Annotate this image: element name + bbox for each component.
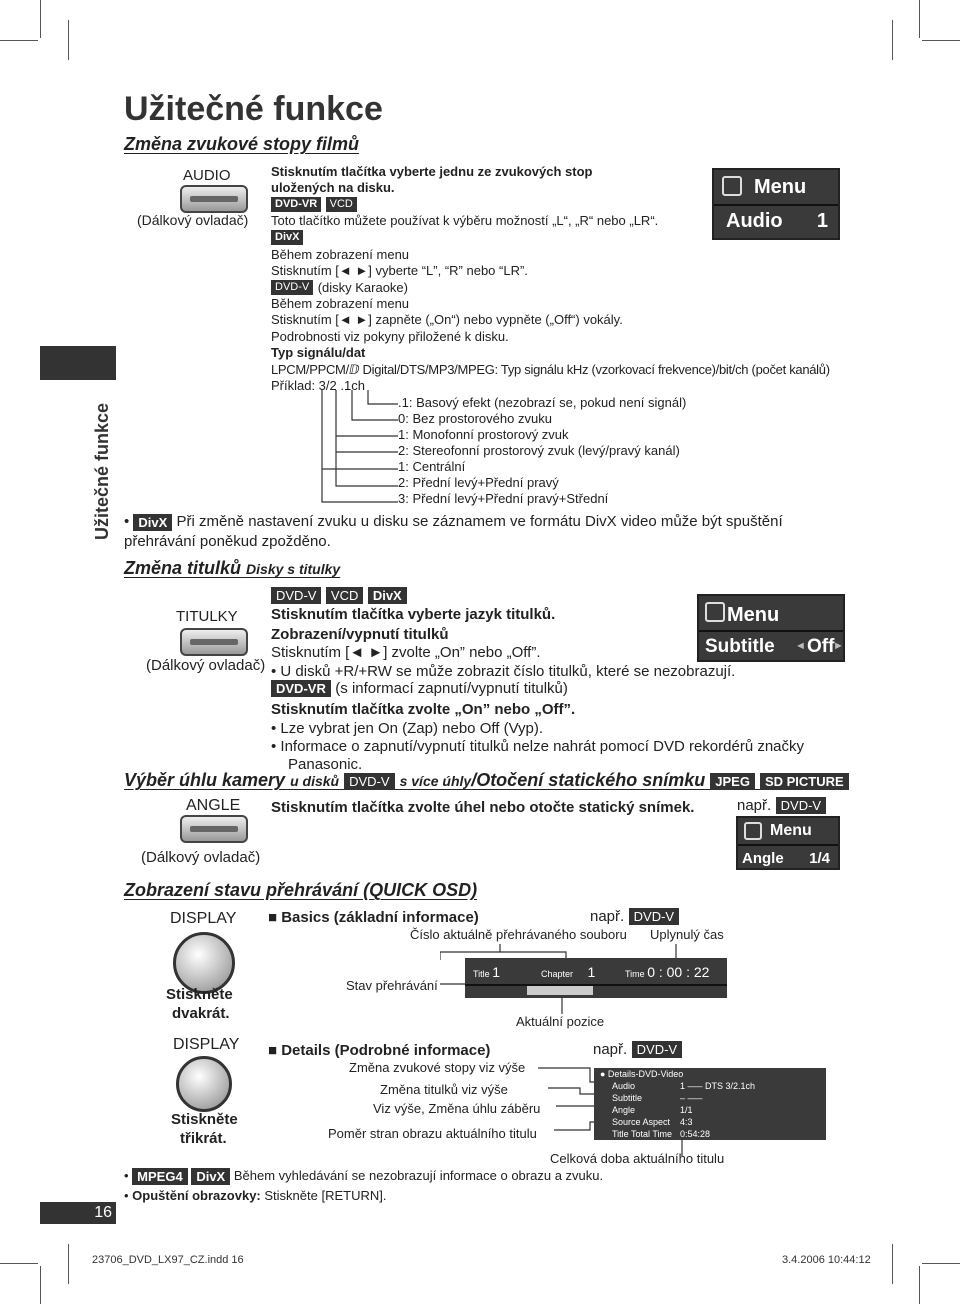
note-1-text: Během vyhledávání se nezobrazují informace o obrazu a zvuku. [233,1168,604,1183]
channel-item: .1: Basový efekt (nezobrazí se, pokud není signál) [398,395,687,410]
display-label-2: DISPLAY [173,1036,240,1053]
note-2-text: Stiskněte [RETURN]. [264,1188,387,1203]
panel-value: 4:3 [680,1117,693,1127]
progress-position [527,986,593,995]
label-total: Celková doba aktuálního titulu [550,1151,725,1166]
subtitle-tags-row [271,587,407,605]
tag-vcd: VCD [326,587,363,604]
panel-value: 1 ––– DTS 3/2.1ch [680,1081,756,1091]
subtitle-line1: Stisknutím tlačítka vyberte jazyk titulků. [271,606,556,623]
details-panel [594,1068,826,1140]
audio-osd [712,168,840,240]
tag-dvd-vr: DVD-VR [271,197,321,212]
channel-item: 1: Centrální [398,459,466,474]
check-icon [744,822,762,840]
subtitle-dvdvr-row [271,680,568,698]
angle-heading-a: Výběr úhlu kamery [124,770,286,790]
side-tab-block [40,346,116,380]
crop-mark [0,1263,38,1264]
panel-key: Title Total Time [612,1129,673,1139]
angle-example-label: např. [737,797,772,814]
audio-karaoke: (disky Karaoke) [317,280,408,295]
panel-key: Angle [612,1105,636,1115]
osd-menu-label: Menu [754,176,807,198]
audio-details-note: Podrobnosti viz pokyny přiložené k disku. [271,329,509,344]
osd-divider [714,204,838,206]
crop-mark [68,1244,69,1284]
signal-line: LPCM/PPCM/ⅅ Digital/DTS/MP3/MPEG: Typ signálu kHz (vzorkovací frekvence)/bit/ch (počet kanálů) [271,362,830,377]
panel-value: 1/1 [680,1105,693,1115]
osd-item: Subtitle [705,636,775,657]
crop-mark [922,40,960,41]
channel-item: 0: Bez prostorového zvuku [398,411,552,426]
bar-title-value: 1 [492,964,500,980]
bar-chapter-label: Chapter [541,969,574,979]
arrow-left-icon: ◄ [795,640,806,652]
angle-example [737,797,826,815]
crop-mark [919,1266,920,1304]
channel-list [398,395,686,507]
tag-divx: DivX [191,1168,230,1185]
details-panel-rows [612,1080,755,1140]
label-state: Stav přehrávání [346,978,438,993]
panel-value: – ––– [680,1093,703,1103]
tag-vcd: VCD [326,197,357,212]
osd-divider [738,844,838,846]
tag-divx: DivX [368,587,407,604]
subtitle-dvdvr-note: (s informací zapnutí/vypnutí titulků) [335,680,568,697]
subtitle-bullet2: • Lze vybrat jen On (Zap) nebo Off (Vyp). [271,720,544,737]
subtitle-button-label: TITULKY [176,608,238,625]
audio-press-vocal: Stisknutím [◄ ►] zapněte („On“) nebo vypněte („Off“) vokály. [271,312,623,327]
note-1: • MPEG4 DivX Během vyhledávání se nezobrazují informace o obrazu a zvuku. [124,1168,604,1185]
panel-row [612,1080,755,1092]
panel-key: Subtitle [612,1093,643,1103]
subtitle-bullet1-text: U disků +R/+RW se může zobrazit číslo titulků, které se nezobrazují. [280,663,736,680]
label-subtitle: Změna titulků viz výše [380,1082,508,1097]
page-number: 16 [40,1202,116,1224]
audio-intro: Stisknutím tlačítka vyberte jednu ze zvukových stop [271,164,593,179]
crop-mark [40,1266,41,1304]
tag-divx: DivX [133,514,172,531]
arrow-right-icon: ► [833,640,844,652]
panel-row [612,1128,755,1140]
tag-dvd-v: DVD-V [344,773,394,790]
osd-value: 1/4 [809,850,830,867]
panel-key: Source Aspect [612,1117,671,1127]
basics-title: ■ Basics (základní informace) [268,909,479,926]
subtitle-remote-label: (Dálkový ovladač) [146,657,266,674]
details-panel-header: ● Details-DVD-Video [600,1069,684,1079]
divx-note: • DivX Při změně nastavení zvuku u disku se záznamem ve formátu DivX video může být spuštění [124,513,783,530]
audio-heading: Změna zvukové stopy filmů [124,134,360,154]
osd-item: Angle [742,850,784,867]
label-angle: Viz výše, Změna úhlu záběru [373,1101,541,1116]
audio-menu-display2: Během zobrazení menu [271,296,410,311]
audio-lr-line: Toto tlačítko můžete používat k výběru možností „L“, „R“ nebo „LR“. [271,213,659,228]
label-current-file: Číslo aktuálně přehrávaného souboru [410,927,627,942]
panel-row [612,1104,755,1116]
crop-mark [892,20,893,60]
basics-example [590,908,679,926]
tag-dvd-v: DVD-V [629,908,679,925]
audio-menu-display1: Během zobrazení menu [271,247,410,262]
audio-divx-row [271,229,303,247]
bar-time [625,964,709,980]
basics-bar [465,958,727,998]
channel-item: 1: Monofonní prostorový zvuk [398,427,569,442]
audio-karaoke-row [271,279,408,297]
bar-title [473,964,500,980]
press-twice2: dvakrát. [172,1005,230,1022]
divx-note-text: Při změně nastavení zvuku u disku se záznamem ve formátu DivX video může být spuštění [176,513,783,530]
press-thrice: Stiskněte [171,1111,238,1128]
check-icon [722,176,742,196]
osd-menu-label: Menu [727,604,780,626]
crop-mark [68,20,69,60]
page-title: Užitečné funkce [124,90,383,128]
press-twice: Stiskněte [166,986,233,1003]
osd-heading: Zobrazení stavu přehrávání (QUICK OSD) [124,880,478,900]
audio-button-label: AUDIO [183,167,231,184]
subtitle-button-icon [180,628,248,656]
divx-note2: přehrávání poněkud zpožděno. [124,533,331,550]
subtitle-bullet1: • U disků +R/+RW se může zobrazit číslo titulků, které se nezobrazují. [271,663,736,680]
side-tab-label: Užitečné funkce [92,402,112,540]
subtitle-heading-main: Změna titulků [124,558,242,578]
audio-remote-label: (Dálkový ovladač) [137,212,249,228]
audio-press-lr: Stisknutím [◄ ►] vyberte “L”, “R” nebo “LR”. [271,263,528,278]
label-elapsed: Uplynulý čas [650,927,724,942]
osd-value: Off [807,636,835,657]
osd-divider [699,630,843,632]
display-button-icon [176,1056,232,1112]
tag-dvd-vr: DVD-VR [271,680,331,697]
label-aspect: Poměr stran obrazu aktuálního titulu [328,1126,537,1141]
osd-menu-label: Menu [770,822,812,839]
display-label-1: DISPLAY [170,910,237,927]
angle-heading-d: /Otočení statického snímku [471,770,706,790]
tag-dvd-v: DVD-V [271,280,313,295]
footer-left: 23706_DVD_LX97_CZ.indd 16 [92,1254,244,1266]
angle-heading [124,770,849,791]
tag-mpeg4: MPEG4 [132,1168,188,1185]
panel-value: 0:54:28 [680,1129,711,1139]
subtitle-osd [697,594,845,662]
footer-right: 3.4.2006 10:44:12 [782,1254,871,1266]
angle-osd [736,816,840,870]
tag-dvd-v: DVD-V [271,587,321,604]
osd-item: Audio [726,210,783,232]
check-icon [705,602,725,622]
details-example [593,1041,682,1059]
details-example-label: např. [593,1041,628,1058]
panel-row [612,1092,755,1104]
subtitle-heading [124,558,340,579]
basics-example-label: např. [590,908,625,925]
tag-divx: DivX [271,230,303,245]
subtitle-line3: Stisknutím [◄ ►] zvolte „On” nebo „Off”. [271,644,541,661]
angle-line1: Stisknutím tlačítka zvolte úhel nebo otočte statický snímek. [271,799,695,816]
tag-sd-picture: SD PICTURE [760,773,849,790]
subtitle-bullet3: • Informace o zapnutí/vypnutí titulků nelze nahrát pomocí DVD rekordérů značky [271,738,805,755]
label-audio: Změna zvukové stopy viz výše [349,1060,526,1075]
note-2-bold: Opuštění obrazovky: [132,1188,261,1203]
bar-title-label: Title [473,969,490,979]
subtitle-bullet3b: Panasonic. [288,756,363,773]
bar-chapter-value: 1 [587,964,596,980]
signal-example: Příklad: 3/2 .1ch [271,378,365,393]
panel-row [612,1116,755,1128]
angle-button-label: ANGLE [186,797,241,814]
angle-remote-label: (Dálkový ovladač) [141,849,261,866]
bar-time-value: 0 : 00 : 22 [647,964,710,980]
subtitle-bullet3-text: Informace o zapnutí/vypnutí titulků nelze nahrát pomocí DVD rekordérů značky [280,738,805,755]
tag-dvd-v: DVD-V [776,797,826,814]
crop-mark [892,1244,893,1284]
progress-bar [465,984,727,986]
channel-brackets [320,390,400,510]
subtitle-line4: Stisknutím tlačítka zvolte „On” nebo „Off”. [271,701,576,718]
audio-intro2: uložených na disku. [271,180,395,195]
subtitle-bullet2-text: Lze vybrat jen On (Zap) nebo Off (Vyp). [280,720,544,737]
note-2: • Opuštění obrazovky: Stiskněte [RETURN]. [124,1188,387,1203]
signal-heading: Typ signálu/dat [271,345,366,360]
bar-chapter [541,964,595,980]
angle-heading-c: s více úhly [399,773,472,789]
crop-mark [0,40,38,41]
crop-mark [40,0,41,38]
audio-button-icon [180,185,248,213]
channel-item: 2: Stereofonní prostorový zvuk (levý/pravý kanál) [398,443,680,458]
bar-time-label: Time [625,969,645,979]
tag-dvd-v: DVD-V [632,1041,682,1058]
angle-heading-b: u disků [290,773,340,789]
details-title: ■ Details (Podrobné informace) [268,1042,491,1059]
label-position: Aktuální pozice [516,1014,605,1029]
channel-item: 3: Přední levý+Přední pravý+Střední [398,491,609,506]
panel-key: Audio [612,1081,636,1091]
angle-button-icon [180,815,248,843]
press-thrice2: třikrát. [180,1130,227,1147]
tag-jpeg: JPEG [710,773,755,790]
channel-item: 2: Přední levý+Přední pravý [398,475,559,490]
osd-value: 1 [816,210,828,232]
subtitle-line2: Zobrazení/vypnutí titulků [271,626,449,643]
audio-tags-row [271,196,357,214]
subtitle-heading-small: Disky s titulky [246,561,341,577]
crop-mark [919,0,920,38]
display-button-icon [173,932,235,994]
crop-mark [922,1263,960,1264]
